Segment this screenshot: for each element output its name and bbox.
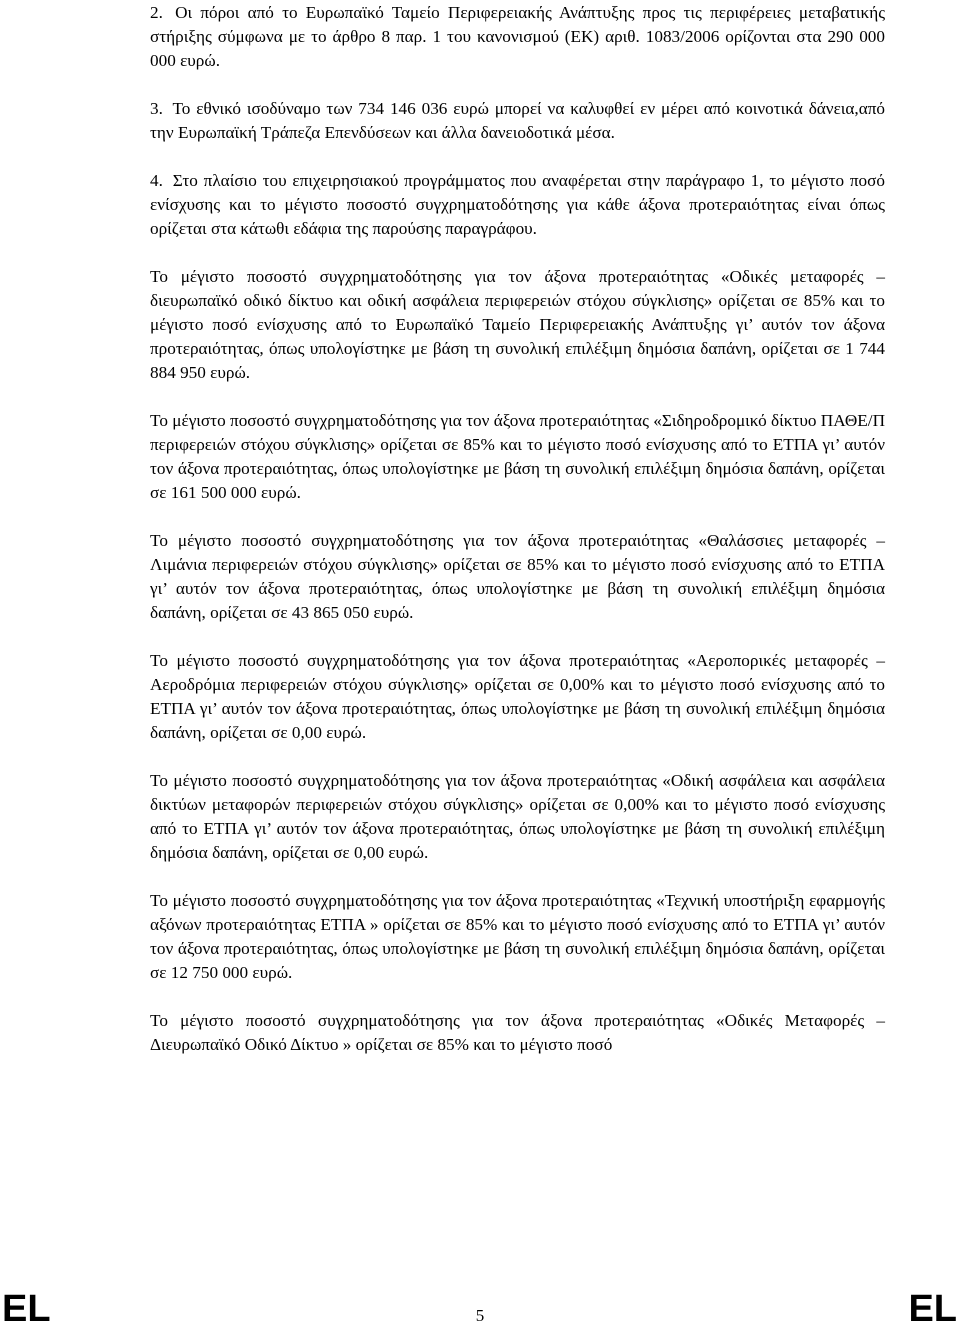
paragraph-road-transport: Το μέγιστο ποσοστό συγχρηματοδότησης για τον άξονα προτεραιότητας «Οδικές μεταφορές – διευρωπαϊκό οδικό δίκτυο και οδική ασφάλεια περιφερειών στόχου σύγκλισης» ορίζεται σε 85% και το μέγιστο ποσό ενίσχυσης από το Ευρωπαϊκό Ταμείο Περιφερειακής Ανάπτυξης γι’ αυτόν τον άξονα προτεραιότητας, όπως υπολογίστηκε με βάση τη συνολική επιλέξιμη δημόσια δαπάνη, ορίζεται σε 1 744 884 950 ευρώ. (150, 267, 885, 382)
item-text: Στο πλαίσιο του επιχειρησιακού προγράμματος που αναφέρεται στην παράγραφο 1, το μέγιστο ποσό ενίσχυσης και το μέγιστο ποσοστό συγχρηματοδότησης για κάθε άξονα προτεραιότητας είναι όπως ορίζεται στα κάτωθι εδάφια της παρούσης παραγράφου. (150, 171, 885, 238)
numbered-item-3 (150, 97, 885, 145)
item-number: 2. (150, 3, 163, 22)
item-number: 3. (150, 99, 163, 118)
paragraph-maritime-ports: Το μέγιστο ποσοστό συγχρηματοδότησης για τον άξονα προτεραιότητας «Θαλάσσιες μεταφορές – Λιμάνια περιφερειών στόχου σύγκλισης» ορίζεται σε 85% και το μέγιστο ποσό ενίσχυσης από το ΕΤΠΑ γι’ αυτόν τον άξονα προτεραιότητας, όπως υπολογίστηκε με βάση τη συνολική επιλέξιμη δημόσια δαπάνη, ορίζεται σε 43 865 050 ευρώ. (150, 531, 885, 622)
footer-language-left: EL (2, 1288, 51, 1330)
paragraph-rail-network: Το μέγιστο ποσοστό συγχρηματοδότησης για τον άξονα προτεραιότητας «Σιδηροδρομικό δίκτυο ΠΑΘΕ/Π περιφερειών στόχου σύγκλισης» ορίζεται σε 85% και το μέγιστο ποσό ενίσχυσης από το ΕΤΠΑ γι’ αυτόν τον άξονα προτεραιότητας, όπως υπολογίστηκε με βάση τη συνολική επιλέξιμη δημόσια δαπάνη, ορίζεται σε 161 500 000 ευρώ. (150, 411, 885, 502)
item-text: Το εθνικό ισοδύναμο των 734 146 036 ευρώ μπορεί να καλυφθεί εν μέρει από κοινοτικά δάνεια,από την Ευρωπαϊκή Τράπεζα Επενδύσεων και άλλα δανειοδοτικά μέσα. (150, 99, 885, 142)
footer-language-right: EL (908, 1288, 957, 1330)
paragraph-technical-support: Το μέγιστο ποσοστό συγχρηματοδότησης για τον άξονα προτεραιότητας «Τεχνική υποστήριξη εφαρμογής αξόνων προτεραιότητας ΕΤΠΑ » ορίζεται σε 85% και το μέγιστο ποσό ενίσχυσης από το ΕΤΠΑ γι’ αυτόν τον άξονα προτεραιότητας, όπως υπολογίστηκε με βάση τη συνολική επιλέξιμη δημόσια δαπάνη, ορίζεται σε 12 750 000 ευρώ. (150, 891, 885, 982)
page-number: 5 (475, 1306, 485, 1325)
item-number: 4. (150, 171, 163, 190)
numbered-item-4 (150, 169, 885, 241)
document-body (150, 1, 885, 1081)
paragraph-road-safety: Το μέγιστο ποσοστό συγχρηματοδότησης για τον άξονα προτεραιότητας «Οδική ασφάλεια και ασφάλεια δικτύων μεταφορών περιφερειών στόχου σύγκλισης» ορίζεται σε 0,00% και το μέγιστο ποσό ενίσχυσης από το ΕΤΠΑ γι’ αυτόν τον άξονα προτεραιότητας, όπως υπολογίστηκε με βάση τη συνολική επιλέξιμη δημόσια δαπάνη, ορίζεται σε 0,00 ευρώ. (150, 771, 885, 862)
numbered-item-2 (150, 1, 885, 73)
paragraph-air-transport: Το μέγιστο ποσοστό συγχρηματοδότησης για τον άξονα προτεραιότητας «Αεροπορικές μεταφορές – Αεροδρόμια περιφερειών στόχου σύγκλισης» ορίζεται σε 0,00% και το μέγιστο ποσό ενίσχυσης από το ΕΤΠΑ γι’ αυτόν τον άξονα προτεραιότητας, όπως υπολογίστηκε με βάση τη συνολική επιλέξιμη δημόσια δαπάνη, ορίζεται σε 0,00 ευρώ. (150, 651, 885, 742)
item-text: Οι πόροι από το Ευρωπαϊκό Ταμείο Περιφερειακής Ανάπτυξης προς τις περιφέρειες μεταβατικής στήριξης σύμφωνα με το άρθρο 8 παρ. 1 του κανονισμού (ΕΚ) αριθ. 1083/2006 ορίζονται στα 290 000 000 ευρώ. (150, 3, 885, 70)
paragraph-road-transport-network: Το μέγιστο ποσοστό συγχρηματοδότησης για τον άξονα προτεραιότητας «Οδικές Μεταφορές – Διευρωπαϊκό Οδικό Δίκτυο » ορίζεται σε 85% και το μέγιστο ποσό (150, 1011, 885, 1054)
